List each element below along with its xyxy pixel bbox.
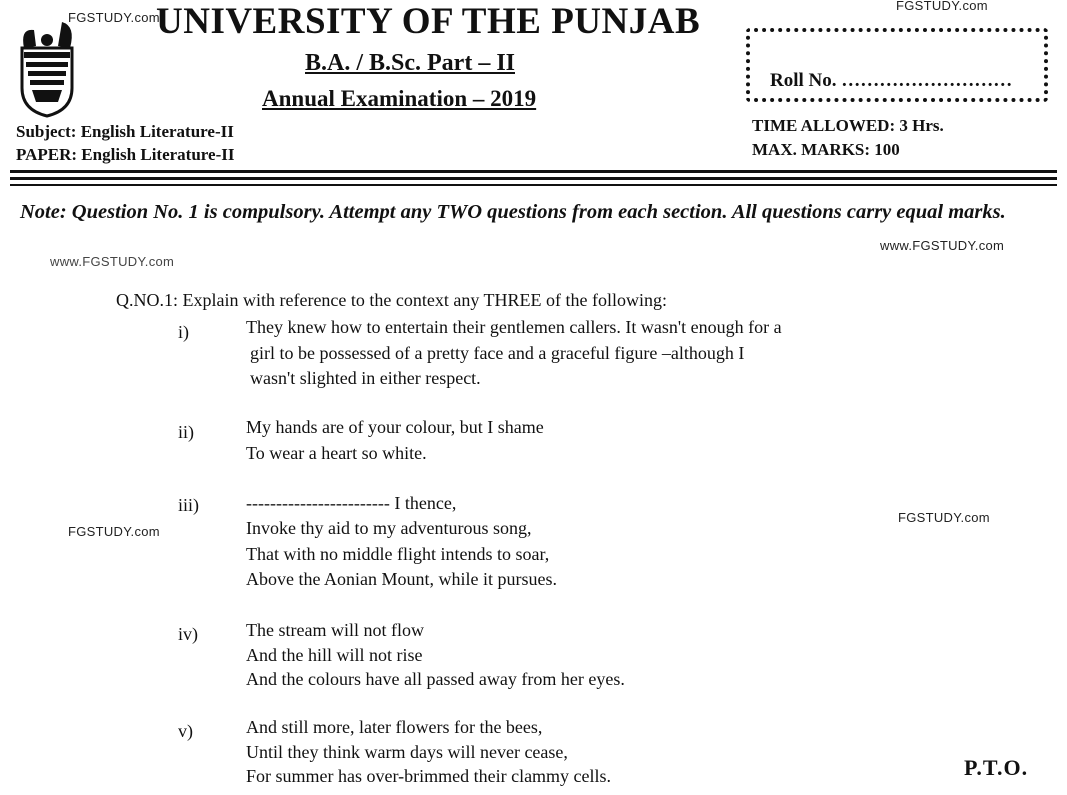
passage-line: The stream will not flow <box>246 620 424 640</box>
watermark-text: www.FGSTUDY.com <box>50 254 175 269</box>
item-number: iv) <box>178 624 198 644</box>
passage-line: Above the Aonian Mount, while it pursues. <box>246 569 557 589</box>
passage-line: ------------------------ I thence, <box>246 493 457 513</box>
item-number: ii) <box>178 422 194 442</box>
roll-number-box <box>746 28 1048 102</box>
passage-line: They knew how to entertain their gentlemen callers. It wasn't enough for a <box>246 317 782 337</box>
header-rule <box>10 184 1057 186</box>
passage-line: That with no middle flight intends to soar, <box>246 544 550 564</box>
university-crest-icon <box>14 18 80 118</box>
item-number: v) <box>178 721 193 741</box>
exam-title: Annual Examination – 2019 <box>262 86 537 111</box>
header-rule <box>10 170 1057 173</box>
passage-line: And the hill will not rise <box>246 645 423 665</box>
subject-label: Subject: English Literature-II <box>16 122 234 141</box>
question-heading: Q.NO.1: Explain with reference to the context any THREE of the following: <box>116 290 668 310</box>
university-title: UNIVERSITY OF THE PUNJAB <box>156 1 701 42</box>
watermark-text: www.FGSTUDY.com <box>880 238 1005 253</box>
passage-line: To wear a heart so white. <box>246 443 427 463</box>
paper-label: PAPER: English Literature-II <box>16 145 235 164</box>
passage-line: Until they think warm days will never cease, <box>246 742 568 762</box>
header-rule <box>10 177 1057 180</box>
passage-line: wasn't slighted in either respect. <box>250 368 481 388</box>
time-allowed-label: TIME ALLOWED: 3 Hrs. <box>752 116 944 135</box>
passage-line: My hands are of your colour, but I shame <box>246 417 544 437</box>
watermark-text: FGSTUDY.com <box>68 10 160 25</box>
item-number: i) <box>178 322 189 342</box>
instructions-note: Note: Question No. 1 is compulsory. Attempt any TWO questions from each section. All questions carry equal marks. <box>20 201 1006 223</box>
passage-line: And still more, later flowers for the bees, <box>246 717 543 737</box>
roll-number-label: Roll No. ……………………… <box>770 70 1013 91</box>
watermark-text: FGSTUDY.com <box>898 510 990 525</box>
passage-line: Invoke thy aid to my adventurous song, <box>246 518 532 538</box>
please-turn-over: P.T.O. <box>964 755 1029 780</box>
item-number: iii) <box>178 495 199 515</box>
watermark-text: FGSTUDY.com <box>896 0 988 13</box>
watermark-text: FGSTUDY.com <box>68 524 160 539</box>
max-marks-label: MAX. MARKS: 100 <box>752 140 900 159</box>
passage-line: For summer has over-brimmed their clammy cells. <box>246 766 612 786</box>
program-title: B.A. / B.Sc. Part – II <box>305 50 515 76</box>
passage-line: And the colours have all passed away from her eyes. <box>246 669 625 689</box>
passage-line: girl to be possessed of a pretty face and a graceful figure –although I <box>250 343 745 363</box>
